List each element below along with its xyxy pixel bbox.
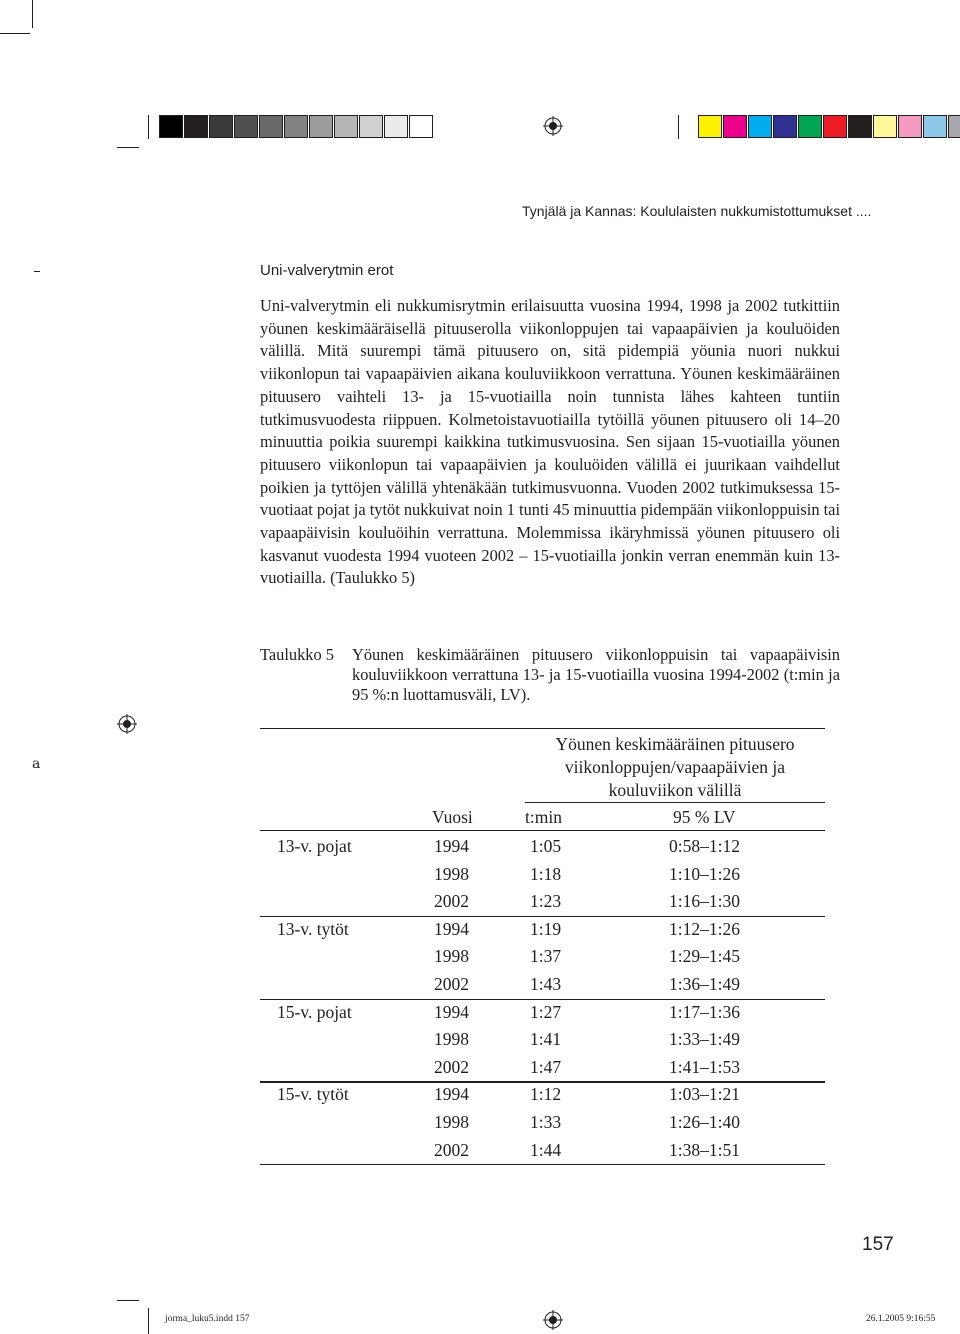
running-head: Tynjälä ja Kannas: Koululaisten nukkumistottumukset ....	[522, 203, 872, 219]
page-number: 157	[862, 1234, 894, 1255]
gray-swatch-9	[384, 115, 408, 138]
gray-swatch-7	[334, 115, 358, 138]
cell-year: 1994	[434, 1001, 469, 1022]
slug-file: jorma_luku5.indd 157	[165, 1314, 250, 1324]
header-bottom-rule	[260, 830, 825, 831]
group-header-line-3: kouluviikon välillä	[608, 780, 742, 800]
color-swatch-7	[873, 115, 897, 138]
group-rule	[260, 1164, 825, 1165]
group-rule	[260, 916, 825, 917]
gray-swatch-10	[409, 115, 433, 138]
gray-swatch-2	[209, 115, 233, 138]
cell-year: 1998	[434, 946, 469, 967]
cell-ci: 1:41–1:53	[669, 1056, 740, 1077]
cell-tmin: 1:23	[530, 891, 562, 912]
slug-date: 26.1.2005 9:16:55	[866, 1314, 936, 1324]
color-swatch-2	[748, 115, 772, 138]
cell-tmin: 1:33	[530, 1112, 562, 1132]
color-swatch-strip	[698, 115, 960, 138]
cell-tmin: 1:41	[530, 1029, 562, 1050]
registration-mark-icon	[543, 1310, 563, 1330]
cell-ci: 1:16–1:30	[669, 891, 740, 912]
cell-year: 1998	[434, 1029, 469, 1050]
cell-tmin: 1:43	[530, 974, 562, 994]
cell-tmin: 1:44	[530, 1139, 562, 1160]
cell-year: 1998	[434, 1112, 469, 1132]
cell-year: 2002	[434, 1139, 469, 1160]
cell-ci: 1:29–1:45	[669, 946, 740, 967]
cell-tmin: 1:27	[530, 1001, 562, 1022]
registration-mark-icon	[117, 714, 137, 734]
cell-year: 1998	[434, 863, 469, 884]
group-label: 15-v. pojat	[277, 1001, 352, 1022]
cell-year: 2002	[434, 891, 469, 912]
cell-ci: 1:33–1:49	[669, 1029, 740, 1050]
column-header-ci: 95 % LV	[673, 807, 736, 827]
cell-ci: 1:26–1:40	[669, 1112, 740, 1132]
cell-ci: 1:10–1:26	[669, 863, 740, 884]
cell-ci: 1:36–1:49	[669, 974, 740, 994]
color-swatch-1	[723, 115, 747, 138]
crop-mark-bleed-left	[148, 115, 149, 139]
color-swatch-8	[898, 115, 922, 138]
color-swatch-5	[823, 115, 847, 138]
cell-tmin: 1:37	[530, 946, 562, 967]
column-header-tmin: t:min	[525, 807, 562, 827]
cell-year: 2002	[434, 1056, 469, 1077]
cell-tmin: 1:05	[530, 836, 562, 856]
gray-swatch-1	[184, 115, 208, 138]
group-rule	[260, 1081, 825, 1082]
crop-mark-bottom-left-horizontal	[117, 1300, 139, 1301]
group-header-rule	[525, 802, 825, 803]
registration-mark-icon	[543, 116, 563, 136]
cell-ci: 1:38–1:51	[669, 1139, 740, 1160]
cell-ci: 1:12–1:26	[669, 918, 740, 939]
group-label: 13-v. pojat	[277, 836, 352, 856]
table-caption-label: Taulukko 5	[260, 645, 334, 664]
color-swatch-6	[848, 115, 872, 138]
cell-ci: 0:58–1:12	[669, 836, 740, 856]
color-swatch-3	[773, 115, 797, 138]
cell-tmin: 1:47	[530, 1056, 562, 1077]
color-swatch-0	[698, 115, 722, 138]
cell-ci: 1:03–1:21	[669, 1084, 740, 1105]
gray-swatch-6	[309, 115, 333, 138]
crop-mark-top-left-vertical	[32, 0, 33, 28]
cell-year: 1994	[434, 918, 469, 939]
gray-swatch-4	[259, 115, 283, 138]
table-group-header	[525, 733, 825, 802]
crop-mark-left-short	[117, 147, 139, 148]
cell-year: 2002	[434, 974, 469, 994]
cell-year: 1994	[434, 1084, 469, 1105]
group-header-line-2: viikonloppujen/vapaapäivien ja	[564, 757, 786, 777]
crop-mark-bottom-left-vertical	[148, 1308, 149, 1334]
color-swatch-9	[923, 115, 947, 138]
cell-tmin: 1:12	[530, 1084, 562, 1105]
body-paragraph: Uni-valverytmin eli nukkumisrytmin erilaisuutta vuosina 1994, 1998 ja 2002 tutkittiin yöunen keskimääräisellä pituuserolla viikonloppujen tai vapaapäivien ja kouluöiden välillä. Mitä suurempi tämä pituusero on, sitä pidempiä yöunia nuori nukkui viikonlopun tai vapaapäivien aikana kouluviikkoon verrattuna. Yöunen keskimääräinen pituusero vaihteli 13- ja 15-vuotiailla noin tunnista lähes kahteen tuntiin tutkimusvuodesta riippuen. Kolmetoistavuotiailla tytöillä yöunen pituusero oli 14–20 minuuttia poikia suurempi kaikkina tutkimusvuosina. Sen sijaan 15-vuotiailla yöunen pituusero viikonlopun tai vapaapäivien ja kouluöiden välillä ei juurikaan vaihdellut poikien ja tyttöjen välillä yhtenäkään tutkimusvuonna. Vuoden 2002 tutkimuksessa 15-vuotiaat pojat ja tytöt nukkuivat noin 1 tunti 45 minuuttia pidempään viikonloppuisin tai vapaapäivisin kouluöihin verrattuna. Molemmissa ikäryhmissä yöunen pituusero oli kasvanut vuodesta 1994 vuoteen 2002 – 15-vuotiailla jonkin verran enemmän kuin 13-vuotiailla. (Taulukko 5)	[260, 296, 840, 588]
crop-mark-top-left-horizontal	[0, 33, 30, 34]
gray-swatch-3	[234, 115, 258, 138]
table-top-rule	[260, 728, 825, 729]
color-swatch-4	[798, 115, 822, 138]
group-header-line-1: Yöunen keskimääräinen pituusero	[555, 734, 795, 754]
group-rule	[260, 999, 825, 1000]
cell-ci: 1:17–1:36	[669, 1001, 740, 1022]
section-title: Uni-valverytmin erot	[260, 262, 394, 279]
gray-swatch-0	[159, 115, 183, 138]
cell-year: 1994	[434, 836, 469, 856]
table-caption-text: Yöunen keskimääräinen pituusero viikonloppuisin tai vapaapäivisin kouluviikkoon verrattuna 13- ja 15-vuotiailla vuosina 1994-2002 (t:min ja 95 %:n luottamusväli, LV).	[352, 645, 840, 704]
gray-swatch-5	[284, 115, 308, 138]
gray-swatch-8	[359, 115, 383, 138]
gray-swatch-strip	[159, 115, 434, 138]
group-label: 15-v. tytöt	[277, 1084, 349, 1105]
cell-tmin: 1:19	[530, 918, 562, 939]
group-label: 13-v. tytöt	[277, 918, 349, 939]
left-edge-character: a	[32, 756, 41, 772]
column-header-year: Vuosi	[432, 807, 473, 827]
crop-mark-bleed-right	[678, 115, 679, 139]
color-swatch-10	[948, 115, 960, 138]
crop-mark-left-dash	[34, 271, 40, 272]
cell-tmin: 1:18	[530, 863, 562, 884]
